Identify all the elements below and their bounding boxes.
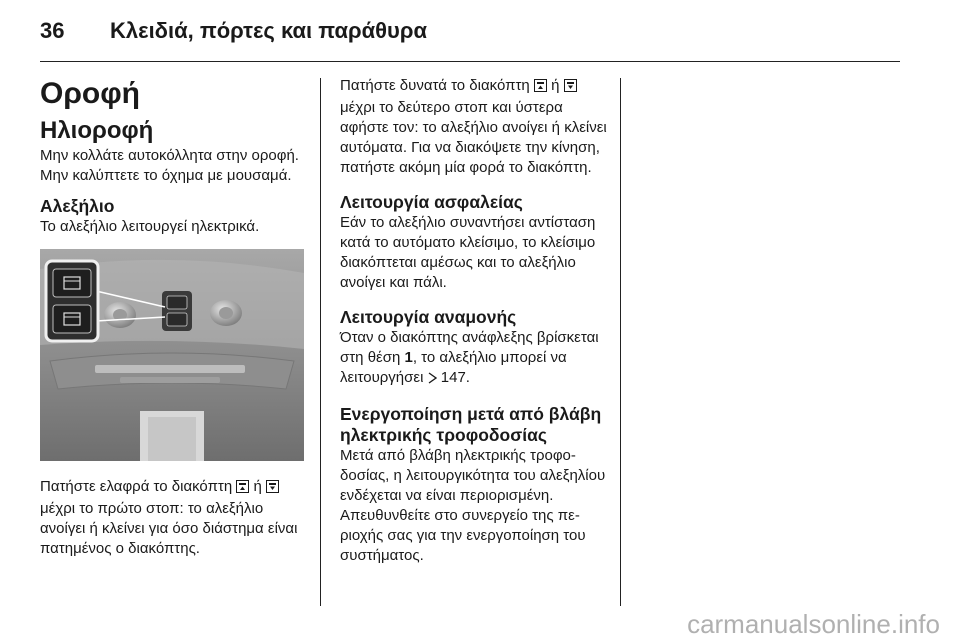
sunroof-switch-photo bbox=[40, 249, 304, 461]
subsection-title: Ηλιοροφή bbox=[40, 117, 154, 144]
standby-paragraph bbox=[340, 328, 608, 390]
sunroof-close-icon bbox=[564, 78, 577, 98]
sunroof-open-icon bbox=[534, 78, 547, 98]
column-divider-left bbox=[320, 78, 321, 606]
section-title: Οροφή bbox=[40, 77, 141, 110]
column-divider-right bbox=[620, 78, 621, 606]
sunroof-open-icon bbox=[236, 479, 249, 499]
page-number: 36 bbox=[40, 18, 65, 43]
header-divider bbox=[40, 61, 900, 62]
reactivation-paragraph: Μετά από βλάβη ηλεκτρικής τροφοδοσίας, η λειτουργικότητα του αλεξηλίου ενδέχεται να είναι περιορισμένη. Απευθυνθείτε στο συνεργείο της περιοχής σας για την ενεργοποίηση του συστήματος. bbox=[340, 447, 606, 564]
light-press-text-1: Πατήστε ελαφρά το διακόπτη bbox=[40, 478, 233, 495]
chapter-title: Κλειδιά, πόρτες και παράθυρα bbox=[110, 18, 427, 43]
standby-page-ref[interactable]: 147. bbox=[440, 369, 470, 386]
strong-press-or: ή bbox=[551, 77, 560, 94]
strong-press-text-2: μέχρι το δεύτερο στοπ και ύστερα αφήστε τον: το αλεξήλιο ανοίγει ή κλείνει αυτόματα. Για να διακόψετε την κίνηση, πατήστε ακόμη μία φορά το διακόπτη. bbox=[340, 99, 607, 176]
reactivation-heading: Ενεργοποίηση μετά από βλάβη ηλεκτρικής τροφοδοσίας bbox=[340, 404, 602, 445]
sunroof-heading: Αλεξήλιο bbox=[40, 196, 115, 216]
intro-paragraph: Μην κολλάτε αυτοκόλλητα στην οροφή. Μην καλύπτετε το όχημα με μουσαμά. bbox=[40, 147, 299, 184]
safety-heading: Λειτουργία ασφαλείας bbox=[340, 192, 523, 212]
light-press-text-2: μέχρι το πρώτο στοπ: το αλεξήλιο ανοίγει ή κλείνει για όσο διάστημα είναι πατημένος ο διακόπτης. bbox=[40, 500, 298, 557]
column-two bbox=[340, 76, 608, 566]
standby-heading: Λειτουργία αναμονής bbox=[340, 307, 517, 327]
standby-text-1: Όταν ο διακόπτης ανάφλεξης βρίσκεται στη θέση bbox=[340, 329, 599, 366]
safety-paragraph: Εάν το αλεξήλιο συναντήσει αντίσταση κατά το αυτόματο κλείσιμο, το κλείσιμο διακόπτεται αμέσως και το αλεξήλιο ανοίγει και πάλι. bbox=[340, 214, 596, 291]
column-one bbox=[40, 76, 304, 559]
watermark: carmanualsonline.info bbox=[687, 609, 940, 639]
sunroof-paragraph: Το αλεξήλιο λειτουργεί ηλεκτρικά. bbox=[40, 218, 260, 235]
strong-press-paragraph bbox=[340, 76, 608, 178]
light-press-paragraph bbox=[40, 477, 304, 559]
light-press-or: ή bbox=[253, 478, 262, 495]
sunroof-close-icon bbox=[266, 479, 279, 499]
page-reference-arrow-icon bbox=[428, 370, 437, 390]
standby-text-2: , το αλεξήλιο μπορεί να λειτουργήσει bbox=[340, 349, 567, 386]
strong-press-text-1: Πατήστε δυνατά το διακόπτη bbox=[340, 77, 530, 94]
standby-position: 1 bbox=[404, 349, 413, 366]
